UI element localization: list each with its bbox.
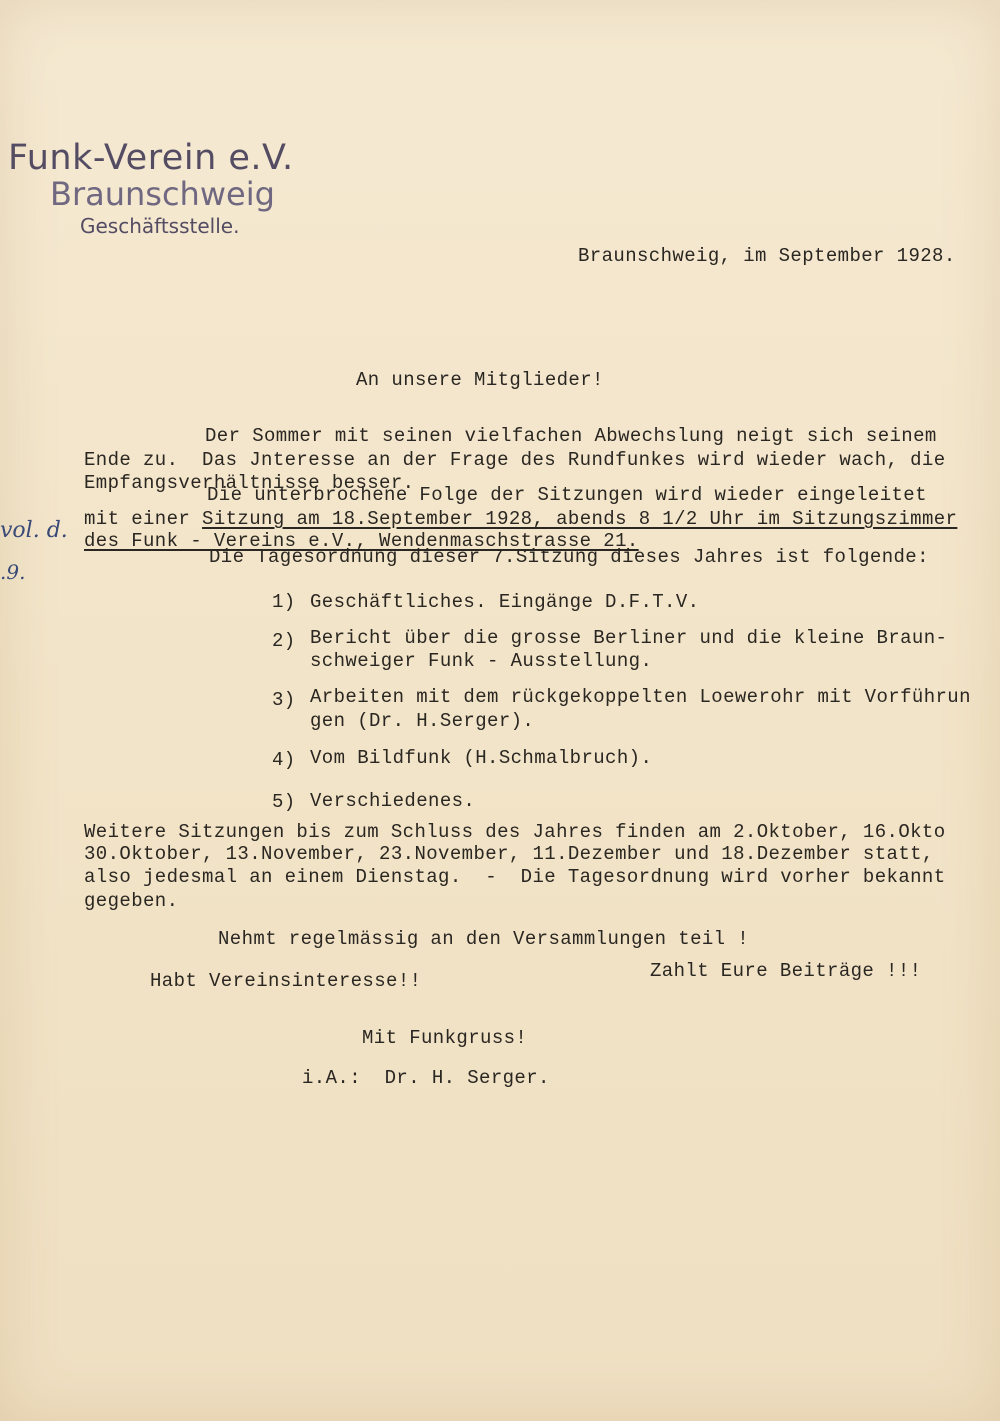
agenda-item: Bericht über die grosse Berliner und die kleine Braun- (310, 627, 948, 649)
letter-salutation: An unsere Mitglieder! (356, 369, 604, 391)
signature-line: i.A.: Dr. H. Serger. (302, 1067, 550, 1089)
margin-note: .9. (0, 560, 26, 584)
margin-note: vol. d. (0, 518, 68, 543)
schedule-line: gegeben. (84, 890, 179, 912)
agenda-item: Vom Bildfunk (H.Schmalbruch). (310, 747, 653, 769)
agenda-item: Verschiedenes. (310, 790, 476, 812)
closing-greeting: Mit Funkgruss! (362, 1027, 528, 1049)
letterhead-office: Geschäftsstelle. (80, 214, 240, 238)
agenda-number: 4) (272, 749, 296, 771)
body-line (84, 508, 957, 530)
agenda-number: 1) (272, 591, 296, 613)
meeting-date-underlined: Sitzung am 18.September 1928, abends 8 1/2 Uhr im Sitzungszimmer (202, 508, 958, 530)
agenda-number: 2) (272, 630, 296, 652)
appeal-attend: Nehmt regelmässig an den Versammlungen teil ! (218, 928, 750, 950)
letterhead-city: Braunschweig (50, 175, 275, 213)
appeal-interest: Habt Vereinsinteresse!! (150, 970, 422, 992)
letterhead-name: Funk-Verein e.V. (8, 138, 294, 178)
schedule-line: Weitere Sitzungen bis zum Schluss des Jahres finden am 2.Oktober, 16.Okto (84, 821, 946, 843)
meeting-location-underlined: des Funk - Vereins e.V., Wendenmaschstrasse 21. (84, 530, 639, 552)
agenda-item-cont: gen (Dr. H.Serger). (310, 710, 535, 732)
body-line: Die Tagesordnung dieser 7.Sitzung dieses Jahres ist folgende: (209, 546, 929, 568)
schedule-line: also jedesmal an einem Dienstag. - Die Tagesordnung wird vorher bekannt (84, 866, 946, 888)
body-line: Ende zu. Das Jnteresse an der Frage des Rundfunkes wird wieder wach, die (84, 449, 946, 471)
agenda-number: 5) (272, 791, 296, 813)
letter-date: Braunschweig, im September 1928. (578, 245, 956, 267)
body-line: Die unterbrochene Folge der Sitzungen wird wieder eingeleitet (207, 484, 927, 506)
agenda-item-cont: schweiger Funk - Ausstellung. (310, 650, 653, 672)
body-line: Der Sommer mit seinen vielfachen Abwechslung neigt sich seinem (205, 425, 937, 447)
body-text: mit einer (84, 508, 203, 530)
body-line: Empfangsverhältnisse besser. (84, 472, 415, 494)
agenda-number: 3) (272, 689, 296, 711)
agenda-item: Geschäftliches. Eingänge D.F.T.V. (310, 591, 700, 613)
agenda-item: Arbeiten mit dem rückgekoppelten Loewerohr mit Vorführun (310, 686, 971, 708)
appeal-fees: Zahlt Eure Beiträge !!! (650, 960, 922, 982)
schedule-line: 30.Oktober, 13.November, 23.November, 11.Dezember und 18.Dezember statt, (84, 843, 934, 865)
